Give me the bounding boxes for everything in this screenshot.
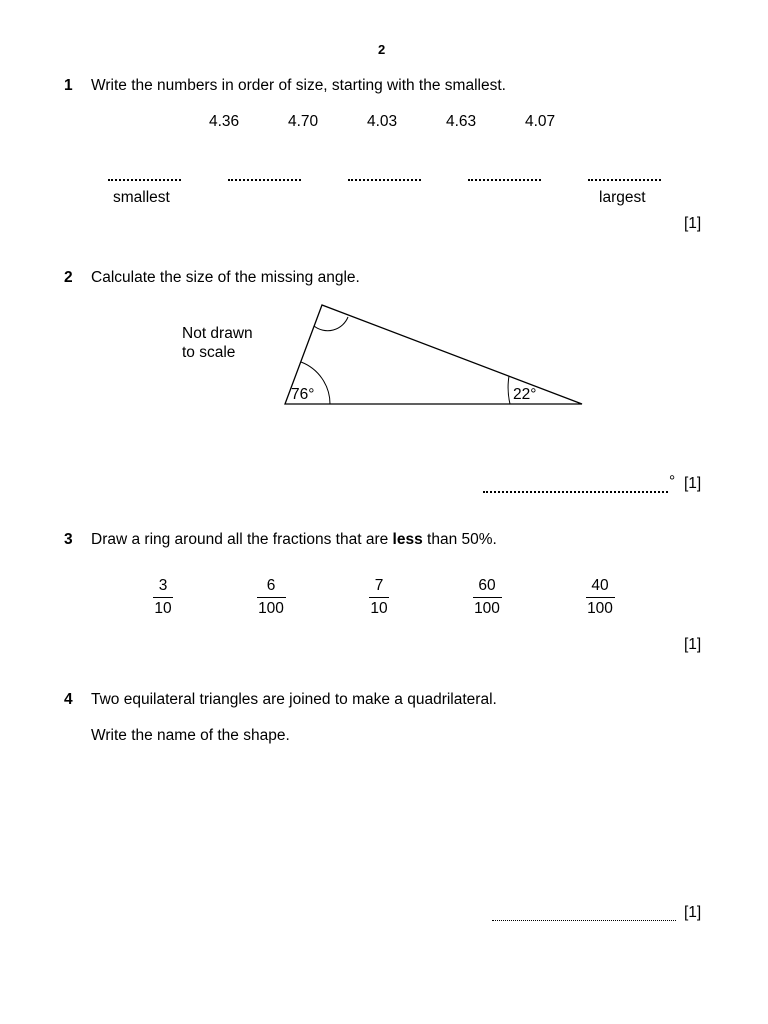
fraction-bar bbox=[257, 597, 286, 598]
q3-fraction-5[interactable] bbox=[580, 577, 620, 618]
q2-degree-unit: ° bbox=[669, 473, 676, 490]
q3-marks: [1] bbox=[684, 636, 702, 653]
q1-number-1: 4.36 bbox=[209, 113, 240, 130]
q1-marks: [1] bbox=[684, 215, 702, 232]
triangle bbox=[285, 305, 582, 404]
q4-marks: [1] bbox=[684, 904, 702, 921]
fraction-bar bbox=[153, 597, 173, 598]
q3-text-before: Draw a ring around all the fractions that are bbox=[91, 531, 393, 548]
q1-number-3: 4.03 bbox=[367, 113, 398, 130]
fraction-denominator: 100 bbox=[587, 600, 613, 617]
fraction-numerator: 7 bbox=[374, 577, 384, 594]
q3-fraction-3[interactable] bbox=[359, 577, 399, 618]
q2-marks: [1] bbox=[684, 475, 702, 492]
q3-fraction-4[interactable] bbox=[467, 577, 507, 618]
q1-smallest-label: smallest bbox=[113, 189, 170, 206]
q2-angle-left-label: 76° bbox=[291, 386, 315, 403]
fraction-numerator: 60 bbox=[478, 577, 496, 594]
q4-answer-line[interactable] bbox=[492, 920, 676, 921]
q3-fraction-1[interactable] bbox=[143, 577, 183, 618]
question-1-number: 1 bbox=[64, 77, 73, 94]
question-3-text bbox=[91, 531, 497, 549]
fraction-denominator: 10 bbox=[154, 600, 172, 617]
page-number: 2 bbox=[378, 42, 386, 57]
fraction-bar bbox=[586, 597, 615, 598]
q1-number-2: 4.70 bbox=[288, 113, 319, 130]
q3-fraction-2[interactable] bbox=[251, 577, 291, 618]
q1-number-4: 4.63 bbox=[446, 113, 477, 130]
fraction-denominator: 100 bbox=[474, 600, 500, 617]
fraction-numerator: 3 bbox=[158, 577, 168, 594]
fraction-bar bbox=[369, 597, 389, 598]
q3-text-after: than 50%. bbox=[422, 531, 497, 548]
q1-number-5: 4.07 bbox=[525, 113, 556, 130]
fraction-denominator: 10 bbox=[370, 600, 388, 617]
question-4-text-2: Write the name of the shape. bbox=[91, 727, 290, 744]
fraction-numerator: 40 bbox=[591, 577, 609, 594]
fraction-denominator: 100 bbox=[258, 600, 284, 617]
question-2-text: Calculate the size of the missing angle. bbox=[91, 269, 360, 286]
q1-largest-label: largest bbox=[599, 189, 646, 206]
q2-note-line-2: to scale bbox=[182, 344, 236, 361]
fraction-bar bbox=[473, 597, 502, 598]
question-4-text-1: Two equilateral triangles are joined to make a quadrilateral. bbox=[91, 691, 497, 708]
fraction-numerator: 6 bbox=[266, 577, 276, 594]
q2-note-line-1: Not drawn bbox=[182, 325, 253, 342]
angle-arc-top bbox=[314, 317, 348, 331]
q3-text-bold: less bbox=[392, 531, 423, 548]
question-3-number: 3 bbox=[64, 531, 73, 548]
question-2-number: 2 bbox=[64, 269, 73, 286]
q2-angle-right-label: 22° bbox=[513, 386, 537, 403]
q2-answer-line[interactable] bbox=[483, 491, 668, 493]
question-1-text: Write the numbers in order of size, starting with the smallest. bbox=[91, 77, 506, 94]
question-4-number: 4 bbox=[64, 691, 73, 708]
angle-arc-right bbox=[508, 376, 510, 404]
